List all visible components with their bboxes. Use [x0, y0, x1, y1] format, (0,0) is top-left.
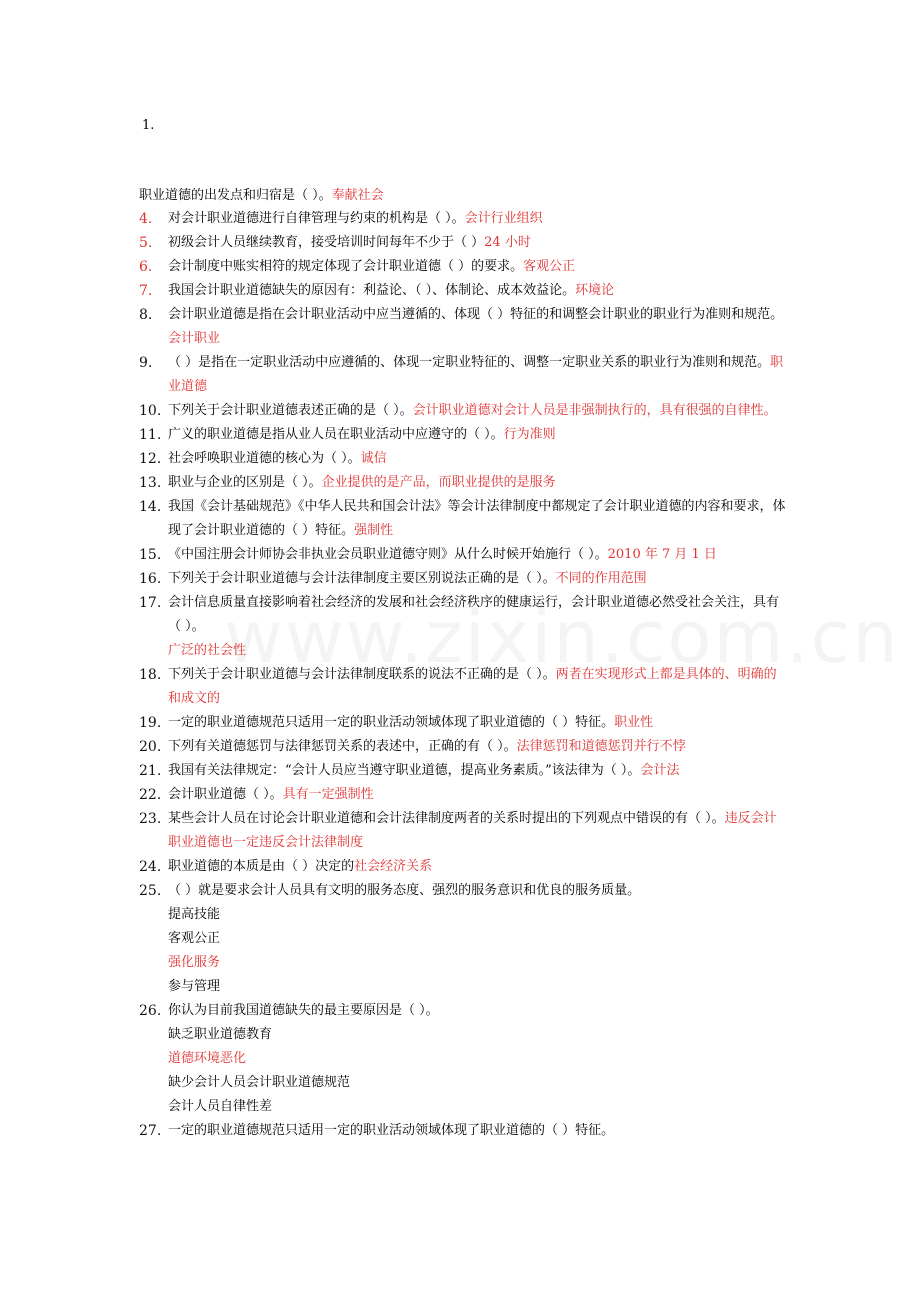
question-number: 25.: [139, 883, 162, 899]
answer-text: 会计法: [640, 763, 680, 778]
question-list: [139, 207, 789, 1143]
question-number: 6.: [139, 259, 153, 275]
intro-question: [139, 186, 384, 206]
question-number: 20.: [139, 739, 162, 755]
intro-answer: 奉献社会: [331, 188, 384, 203]
question-item: [139, 999, 789, 1119]
answer-text: 不同的作用范围: [555, 571, 647, 586]
answer-text: 具有一定强制性: [282, 787, 374, 802]
question-number: 23.: [139, 811, 162, 827]
question-text: 下列关于会计职业道德与会计法律制度联系的说法不正确的是（ ）。: [168, 667, 556, 682]
question-number: 7.: [139, 283, 153, 299]
question-item: [139, 879, 789, 999]
question-text: 职业道德的本质是由（ ）决定的: [168, 859, 355, 874]
question-text: 一定的职业道德规范只适用一定的职业活动领域体现了职业道德的（ ）特征。: [168, 715, 615, 730]
question-item: [139, 447, 789, 471]
question-text: 某些会计人员在讨论会计职业道德和会计法律制度两者的关系时提出的下列观点中错误的有（ ）。: [168, 811, 725, 826]
answer-text: 法律惩罚和道德惩罚并行不悖: [516, 739, 686, 754]
question-number: 12.: [139, 451, 162, 467]
question-item: [139, 711, 789, 735]
option-correct: 强化服务: [168, 955, 221, 970]
answer-text: 2010 年 7 月 1 日: [607, 547, 717, 562]
question-text: 我国有关法律规定：“会计人员应当遵守职业道德，提高业务素质。”该法律为（ ）。: [168, 763, 641, 778]
question-item: [139, 567, 789, 591]
question-text: 社会呼唤职业道德的核心为（ ）。: [168, 451, 361, 466]
option-correct: 道德环境恶化: [168, 1051, 247, 1066]
question-text: 下列有关道德惩罚与法律惩罚关系的表述中，正确的有（ ）。: [168, 739, 517, 754]
question-item: [139, 783, 789, 807]
question-number: 14.: [139, 499, 162, 515]
answer-text: 社会经济关系: [354, 859, 433, 874]
question-number: 9.: [139, 355, 153, 371]
question-item: [139, 279, 789, 303]
question-item: [139, 399, 789, 423]
question-number: 27.: [139, 1123, 162, 1139]
question-text: 会计职业道德是指在会计职业活动中应当遵循的、体现（ ）特征的和调整会计职业的职业行为准则和规范。: [168, 307, 784, 322]
question-item: [139, 471, 789, 495]
answer-text: 企业提供的是产品，而职业提供的是服务: [321, 475, 556, 490]
question-item: [139, 255, 789, 279]
question-item: [139, 207, 789, 231]
question-item: [139, 663, 789, 711]
question-item: [139, 495, 789, 543]
question-item: [139, 303, 789, 351]
answer-text: 职业性: [614, 715, 654, 730]
question-number: 13.: [139, 475, 162, 491]
question-number: 19.: [139, 715, 162, 731]
question-item: [139, 591, 789, 663]
question-text: 下列关于会计职业道德表述正确的是（ ）。: [168, 403, 413, 418]
top-number: 1.: [142, 118, 155, 133]
answer-text: 诚信: [360, 451, 387, 466]
answer-text: 违反会计职业道德也一定违反会计法律制度: [168, 811, 777, 850]
question-text: （ ）是指在一定职业活动中应遵循的、体现一定职业特征的、调整一定职业关系的职业行为准则和规范。: [168, 355, 771, 370]
question-text: 初级会计人员继续教育，接受培训时间每年不少于（ ）: [168, 235, 485, 250]
question-number: 10.: [139, 403, 162, 419]
question-item: [139, 855, 789, 879]
question-text: 广义的职业道德是指从业人员在职业活动中应遵守的（ ）。: [168, 427, 504, 442]
question-text: 《中国注册会计师协会非执业会员职业道德守则》从什么时候开始施行（ ）。: [168, 547, 608, 562]
answer-text: 会计职业道德对会计人员是非强制执行的，具有很强的自律性。: [412, 403, 777, 418]
option: 缺少会计人员会计职业道德规范: [168, 1075, 351, 1090]
answer-text: 强制性: [354, 523, 394, 538]
question-number: 21.: [139, 763, 162, 779]
answer-text: 客观公正: [523, 259, 576, 274]
question-number: 5.: [139, 235, 153, 251]
question-text: 我国《会计基础规范》《中华人民共和国会计法》等会计法律制度中都规定了会计职业道德的内容和要求，体现了会计职业道德的（ ）特征。: [168, 499, 786, 538]
question-number: 11.: [139, 427, 162, 443]
option: 会计人员自律性差: [168, 1099, 273, 1114]
question-text: 会计信息质量直接影响着社会经济的发展和社会经济秩序的健康运行，会计职业道德必然受社会关注，具有（ ）。: [168, 595, 780, 634]
question-text: 职业与企业的区别是（ ）。: [168, 475, 322, 490]
answer-text: 会计行业组织: [464, 211, 543, 226]
intro-question-text: 职业道德的出发点和归宿是（ ）。: [139, 188, 332, 203]
question-number: 18.: [139, 667, 162, 683]
question-text: 会计制度中账实相符的规定体现了会计职业道德（ ）的要求。: [168, 259, 524, 274]
question-item: [139, 543, 789, 567]
answer-text: 职业道德: [168, 355, 784, 394]
question-number: 4.: [139, 211, 153, 227]
question-number: 8.: [139, 307, 153, 323]
answer-text: 广泛的社会性: [168, 643, 247, 658]
option: 参与管理: [168, 979, 221, 994]
question-text: 你认为目前我国道德缺失的最主要原因是（ ）。: [168, 1003, 439, 1018]
question-number: 15.: [139, 547, 162, 563]
question-text: 下列关于会计职业道德与会计法律制度主要区别说法正确的是（ ）。: [168, 571, 556, 586]
question-item: [139, 351, 789, 399]
question-number: 16.: [139, 571, 162, 587]
question-item: [139, 423, 789, 447]
question-item: [139, 231, 789, 255]
question-text: 一定的职业道德规范只适用一定的职业活动领域体现了职业道德的（ ）特征。: [168, 1123, 615, 1138]
question-item: [139, 1119, 789, 1143]
question-text: 会计职业道德（ ）。: [168, 787, 283, 802]
answer-text: 行为准则: [503, 427, 556, 442]
answer-text: 会计职业: [168, 331, 221, 346]
answer-text: 环境论: [575, 283, 615, 298]
question-number: 24.: [139, 859, 162, 875]
option: 缺乏职业道德教育: [168, 1027, 273, 1042]
answer-text: 24 小时: [484, 235, 531, 250]
answer-text: 两者在实现形式上都是具体的、明确的和成文的: [168, 667, 777, 706]
option: 提高技能: [168, 907, 221, 922]
question-number: 22.: [139, 787, 162, 803]
question-item: [139, 807, 789, 855]
question-text: （ ）就是要求会计人员具有文明的服务态度、强烈的服务意识和优良的服务质量。: [168, 883, 641, 898]
question-text: 对会计职业道德进行自律管理与约束的机构是（ ）。: [168, 211, 465, 226]
question-number: 26.: [139, 1003, 162, 1019]
question-number: 17.: [139, 595, 162, 611]
option: 客观公正: [168, 931, 221, 946]
question-item: [139, 759, 789, 783]
question-text: 我国会计职业道德缺失的原因有：利益论、（ ）、体制论、成本效益论。: [168, 283, 576, 298]
question-item: [139, 735, 789, 759]
